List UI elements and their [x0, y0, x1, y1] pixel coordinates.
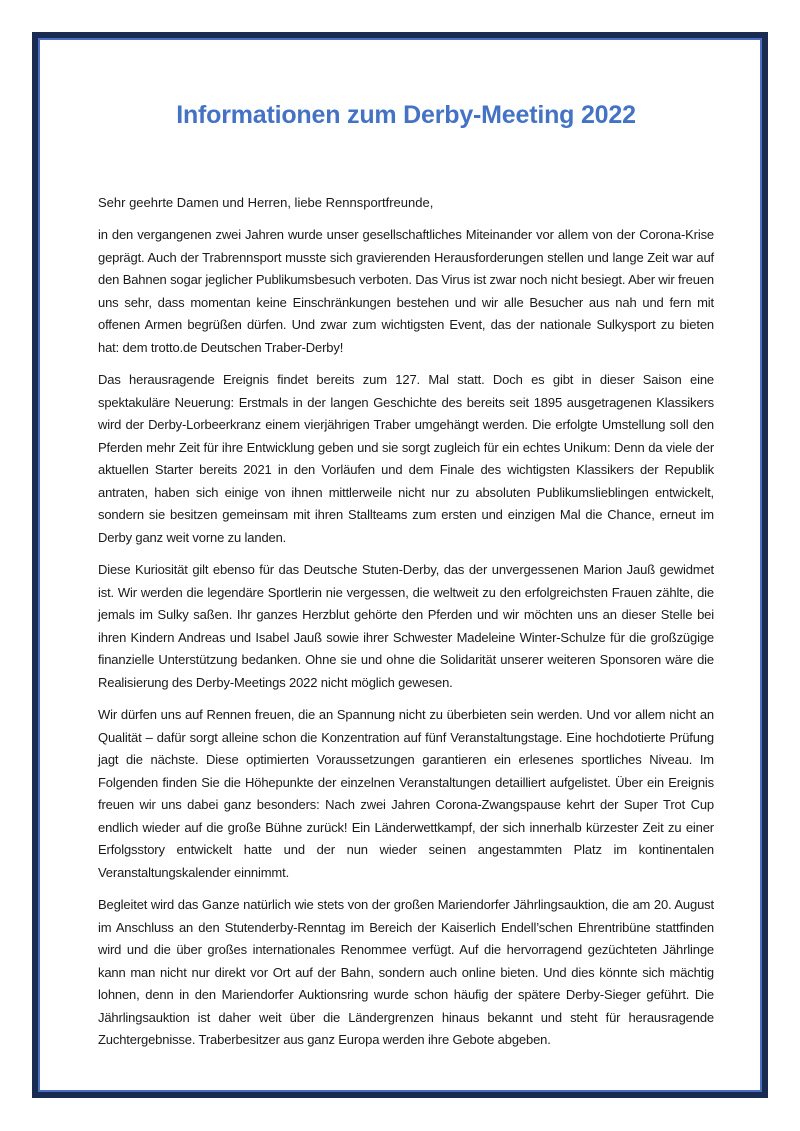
document-body	[98, 96, 714, 1052]
paragraph-derby-127: Das herausragende Ereignis findet bereits zum 127. Mal statt. Doch es gibt in dieser Saison eine spektakuläre Neuerung: Erstmals in der langen Geschichte des bereits seit 1895 ausgetragenen Klassikers wird der Derby-Lorbeerkranz einem vierjährigen Traber umgehängt werden. Die erfolgte Umstellung soll den Pferden mehr Zeit für ihre Entwicklung geben und sie sorgt zugleich für ein echtes Unikum: Denn da viele der aktuellen Starter bereits 2021 in den Vorläufen und dem Finale des wichtigsten Klassikers der Republik antraten, haben sich einige von ihnen mittlerweile nicht nur zu absoluten Publikumslieblingen entwickelt, sondern sie besitzen gemeinsam mit ihren Stallteams zum ersten und einzigen Mal die Chance, erneut im Derby ganz weit vorne zu landen.	[98, 372, 714, 545]
salutation: Sehr geehrte Damen und Herren, liebe Rennsportfreunde,	[98, 195, 434, 210]
paragraph-races-quality: Wir dürfen uns auf Rennen freuen, die an Spannung nicht zu überbieten sein werden. Und vor allem nicht an Qualität – dafür sorgt alleine schon die Konzentration auf fünf Veranstaltungstage. Eine hochdotierte Prüfung jagt die nächste. Diese optimierten Voraussetzungen garantieren ein erlesenes sportliches Niveau. Im Folgenden finden Sie die Höhepunkte der einzelnen Veranstaltungen detailliert aufgelistet. Über ein Ereignis freuen wir uns dabei ganz besonders: Nach zwei Jahren Corona-Zwangspause kehrt der Super Trot Cup endlich wieder auf die große Bühne zurück! Ein Länderwettkampf, der sich innerhalb kürzester Zeit zu einer Erfolgsstory entwickelt hatte und der nun wieder seinen angestammten Platz im kontinentalen Veranstaltungskalender einnimmt.	[98, 707, 714, 880]
paragraph-corona-intro: in den vergangenen zwei Jahren wurde unser gesellschaftliches Miteinander vor allem von der Corona-Krise geprägt. Auch der Trabrennsport musste sich gravierenden Herausforderungen stellen und lange Zeit war auf den Bahnen sogar jeglicher Publikumsbesuch verboten. Das Virus ist zwar noch nicht besiegt. Aber wir freuen uns sehr, dass momentan keine Einschränkungen bestehen und wir alle Besucher aus nah und fern mit offenen Armen begrüßen dürfen. Und zwar zum wichtigsten Event, das der nationale Sulkysport zu bieten hat: dem trotto.de Deutschen Traber-Derby!	[98, 227, 714, 355]
page-border-frame	[32, 32, 768, 1098]
paragraph-stuten-derby: Diese Kuriosität gilt ebenso für das Deutsche Stuten-Derby, das der unvergessenen Marion Jauß gewidmet ist. Wir werden die legendäre Sportlerin nie vergessen, die weltweit zu den erfolgreichsten Frauen zählte, die jemals im Sulky saßen. Ihr ganzes Herzblut gehörte den Pferden und wir möchten uns an dieser Stelle bei ihren Kindern Andreas und Isabel Jauß sowie ihrer Schwester Madeleine Winter-Schulze für die großzügige finanzielle Unterstützung bedanken. Ohne sie und ohne die Solidarität unserer weiteren Sponsoren wäre die Realisierung des Derby-Meetings 2022 nicht möglich gewesen.	[98, 562, 714, 690]
document-title: Informationen zum Derby-Meeting 2022	[176, 101, 636, 129]
paragraph-yearling-auction: Begleitet wird das Ganze natürlich wie stets von der großen Mariendorfer Jährlingsauktion, die am 20. August im Anschluss an den Stutenderby-Renntag im Bereich der Kaiserlich Endell’schen Ehrentribüne stattfinden wird und die über großes internationales Renommee verfügt. Auf die hervorragend gezüchteten Jährlinge kann man nicht nur direkt vor Ort auf der Bahn, sondern auch online bieten. Und dies könnte sich mächtig lohnen, denn in den Mariendorfer Auktionsring wurde schon häufig der spätere Derby-Sieger geführt. Die Jährlingsauktion ist daher weit über die Ländergrenzen hinaus bekannt und steht für herausragende Zuchtergebnisse. Traberbesitzer aus ganz Europa werden ihre Gebote abgeben.	[98, 897, 714, 1047]
